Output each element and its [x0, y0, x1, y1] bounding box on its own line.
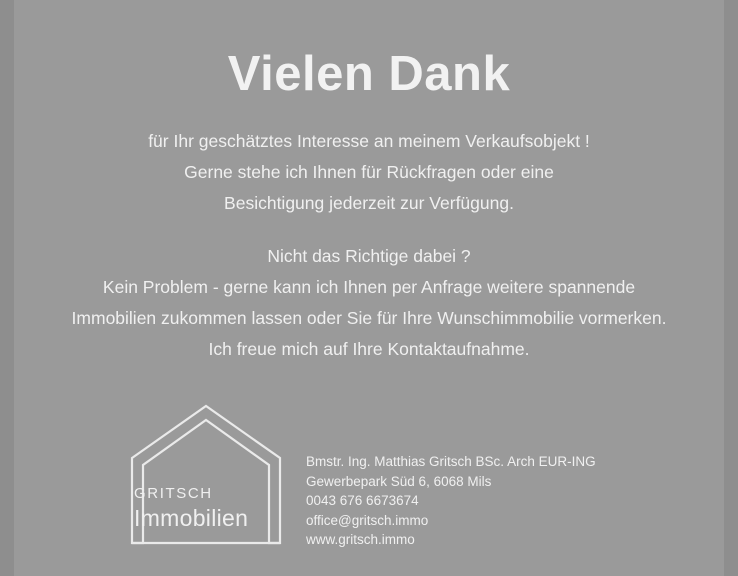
contact-name: Bmstr. Ing. Matthias Gritsch BSc. Arch EUR-ING — [306, 454, 596, 469]
contact-email[interactable]: office@gritsch.immo — [306, 512, 429, 528]
paragraph-line: Gerne stehe ich Ihnen für Rückfragen oder eine — [184, 162, 554, 182]
paragraph-line: Ich freue mich auf Ihre Kontaktaufnahme. — [208, 339, 530, 359]
contact-block — [306, 452, 596, 550]
offer-paragraph — [0, 241, 738, 365]
logo-line-1: GRITSCH — [134, 485, 213, 502]
page-title: Vielen Dank — [227, 47, 511, 101]
logo-line-2: Immobilien — [134, 505, 249, 531]
paragraph-line: Kein Problem - gerne kann ich Ihnen per Anfrage weitere spannende — [102, 277, 636, 297]
paragraph-line: Nicht das Richtige dabei ? — [267, 246, 471, 266]
paragraph-line: für Ihr geschätztes Interesse an meinem Verkaufsobjekt ! — [148, 131, 590, 151]
paragraph-line: Immobilien zukommen lassen oder Sie für Ihre Wunschimmobilie vormerken. — [71, 308, 667, 328]
logo-wordmark — [134, 484, 248, 532]
contact-website[interactable]: www.gritsch.immo — [306, 532, 415, 547]
thank-you-paragraph — [0, 126, 738, 219]
paragraph-line: Besichtigung jederzeit zur Verfügung. — [224, 193, 514, 213]
company-logo — [126, 402, 286, 547]
contact-phone[interactable]: 0043 676 6673674 — [306, 493, 419, 508]
contact-address: Gewerbepark Süd 6, 6068 Mils — [306, 473, 492, 489]
